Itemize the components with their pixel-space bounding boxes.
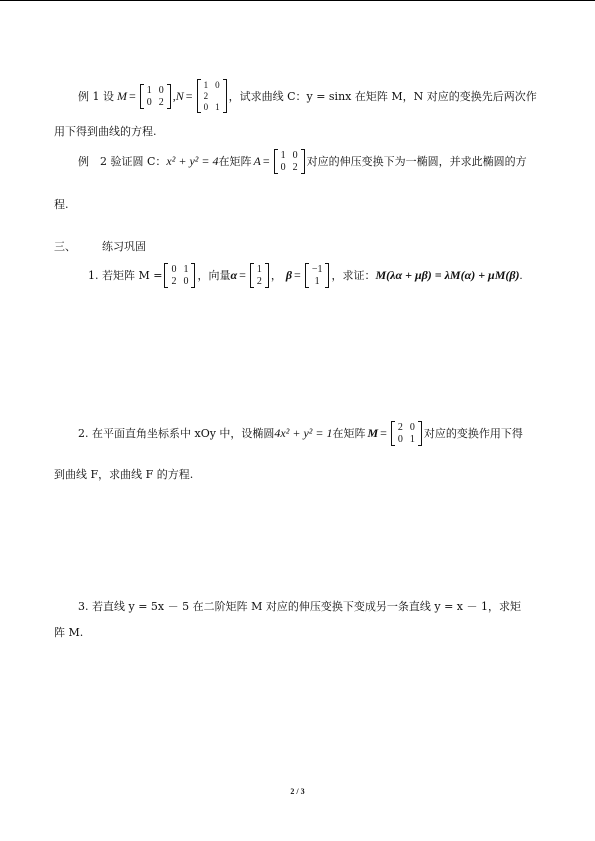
problem-2-label: 2. 在平面直角坐标系中 xOy 中，设椭圆 xyxy=(78,427,275,440)
vector-alpha: 1 2 xyxy=(250,263,269,288)
matrix-M-problem-1: 0 1 2 0 xyxy=(164,263,195,288)
example-2-text: 对应的伸压变换下为一椭圆，并求此椭圆的方 xyxy=(306,155,527,168)
matrix-N-symbol: N xyxy=(175,88,184,103)
section-3-title: 练习巩固 xyxy=(102,240,146,253)
top-rule xyxy=(0,0,595,1)
problem-2-line-1: 2. 在平面直角坐标系中 xOy 中，设椭圆 4x² + y² = 1 在矩阵 M = 2 0 0 1 对应的变换作用下得 xyxy=(78,421,523,445)
problem-1-label: 1. 若矩阵 M = xyxy=(88,269,163,282)
example-1-line-1: 例 1 设 M = 1 0 0 2 , N = 1 0 2 0 1 ，试求曲线 C：y = sinx 在矩阵 M，N 对应的变换先后两次作 xyxy=(78,80,537,112)
page-number: 2 / 3 xyxy=(290,787,305,796)
example-2-line-1: 例 2 验证圆 C： x² + y² = 4 在矩阵 A = 1 0 0 2 对应的伸压变换下为一椭圆，并求此椭圆的方 xyxy=(78,149,527,173)
section-3-heading xyxy=(54,238,146,254)
example-2-line-2: 程. xyxy=(54,198,69,211)
beta-symbol: β xyxy=(285,267,293,282)
matrix-A: 1 0 0 2 xyxy=(274,149,305,174)
example-1-line-2: 用下得到曲线的方程. xyxy=(54,125,157,138)
example-1-text: ，试求曲线 C：y = sinx 在矩阵 M，N 对应的变换先后两次作 xyxy=(228,90,537,103)
problem-2-text: 对应的变换作用下得 xyxy=(423,427,523,440)
problem-3-line-2: 阵 M. xyxy=(54,626,84,639)
vector-beta: −1 1 xyxy=(305,263,330,288)
matrix-N: 1 0 2 0 1 xyxy=(197,79,227,113)
circle-equation: x² + y² = 4 xyxy=(166,153,219,168)
alpha-symbol: α xyxy=(230,267,238,282)
section-3-number: 三、 xyxy=(54,240,76,253)
matrix-M-problem-2: 2 0 0 1 xyxy=(391,421,422,446)
ellipse-equation: 4x² + y² = 1 xyxy=(274,425,333,440)
matrix-M: 1 0 0 2 xyxy=(140,84,171,109)
problem-3-line-1: 3. 若直线 y = 5x － 5 在二阶矩阵 M 对应的伸压变换下变成另一条直线 y = x － 1，求矩 xyxy=(78,600,521,613)
matrix-M-symbol: M xyxy=(117,88,127,103)
problem-2-line-2: 到曲线 F，求曲线 F 的方程. xyxy=(54,468,194,481)
example-2-label: 例 2 验证圆 C： xyxy=(78,155,167,168)
matrix-A-symbol: A xyxy=(253,153,261,168)
problem-1: 1. 若矩阵 M = 0 1 2 0 ，向量 α = 1 2 ， β = −1 1 ，求证： M(λα + μβ) = λM(α) + μM(β) . xyxy=(88,263,523,287)
example-1-label: 例 1 设 xyxy=(78,90,114,103)
matrix-M-symbol-problem-2: M xyxy=(367,425,379,440)
linearity-formula: M(λα + μβ) = λM(α) + μM(β) xyxy=(375,267,520,282)
